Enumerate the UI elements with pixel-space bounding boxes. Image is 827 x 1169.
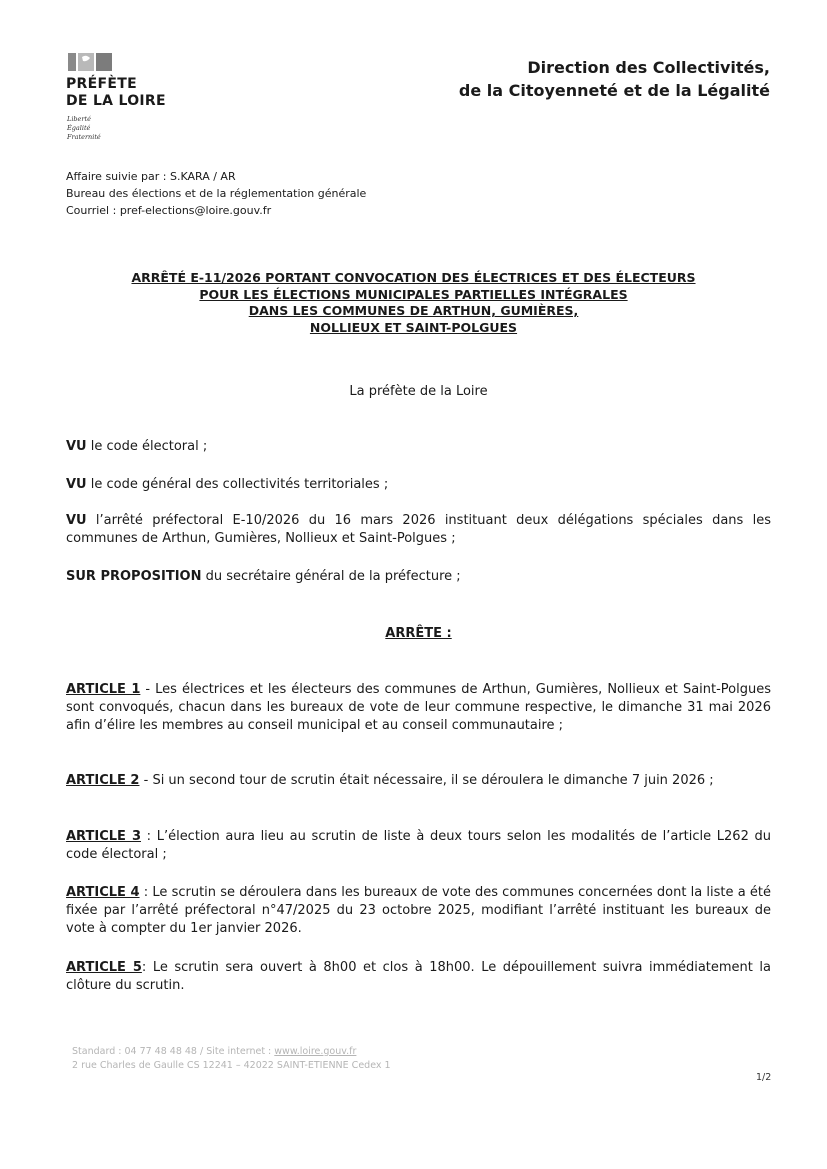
- article-label: ARTICLE 5: [66, 960, 142, 975]
- consideration-lead: VU: [66, 477, 87, 492]
- affaire-line1: Affaire suivie par : S.KARA / AR: [66, 170, 236, 183]
- motto-fraternite: Fraternité: [67, 133, 101, 141]
- title-line3: DANS LES COMMUNES DE ARTHUN, GUMIÈRES,: [248, 303, 579, 318]
- article-separator: -: [139, 773, 153, 788]
- footer-address: 2 rue Charles de Gaulle CS 12241 – 42022 SAINT-ETIENNE Cedex 1: [72, 1060, 391, 1071]
- article-4: [66, 884, 771, 938]
- article-separator: -: [140, 682, 156, 697]
- consideration-text: le code général des collectivités territoriales ;: [86, 477, 389, 492]
- consideration-lead: VU: [66, 513, 87, 528]
- page-number: 1/2: [756, 1072, 772, 1083]
- article-2: [66, 772, 771, 790]
- article-separator: :: [141, 829, 157, 844]
- title-line1: ARRÊTÉ E-11/2026 PORTANT CONVOCATION DES ÉLECTRICES ET DES ÉLECTEURS: [131, 270, 696, 285]
- title-line4: NOLLIEUX ET SAINT-POLGUES: [309, 319, 518, 335]
- article-5: [66, 959, 771, 995]
- consideration-lead: SUR PROPOSITION: [66, 569, 202, 584]
- consideration-4: [66, 568, 771, 586]
- direction-line2: de la Citoyenneté et de la Légalité: [458, 81, 770, 100]
- footer-line1: [72, 1045, 391, 1059]
- article-separator: :: [141, 960, 153, 975]
- title-line2: POUR LES ÉLECTIONS MUNICIPALES PARTIELLES INTÉGRALES: [199, 286, 628, 302]
- article-text: Si un second tour de scrutin était nécessaire, il se déroulera le dimanche 7 juin 2026 ;: [152, 773, 714, 788]
- article-label: ARTICLE 2: [66, 773, 140, 788]
- prefecture-name-line1: PRÉFÈTE: [66, 76, 137, 92]
- affaire-block: [66, 168, 366, 219]
- consideration-2: [66, 476, 771, 494]
- footer-contact: Standard : 04 77 48 48 48 / Site internet :: [72, 1046, 275, 1057]
- marianne-logo-icon: [68, 53, 112, 71]
- page-footer: [72, 1045, 391, 1073]
- republic-motto: [67, 115, 101, 142]
- motto-egalite: Égalité: [67, 124, 91, 132]
- article-3: [66, 828, 771, 864]
- consideration-text: du secrétaire général de la préfecture ;: [201, 569, 461, 584]
- affaire-email: Courriel : pref-elections@loire.gouv.fr: [66, 204, 272, 217]
- consideration-1: [66, 438, 771, 456]
- direction-line1: Direction des Collectivités,: [527, 58, 770, 77]
- document-title: [0, 270, 827, 336]
- motto-liberte: Liberté: [67, 115, 91, 123]
- prefecture-name-line2: DE LA LOIRE: [66, 93, 166, 109]
- affaire-line2: Bureau des élections et de la réglementation générale: [66, 187, 367, 200]
- article-label: ARTICLE 1: [66, 682, 141, 697]
- article-separator: :: [139, 885, 153, 900]
- article-label: ARTICLE 4: [66, 885, 140, 900]
- prefecture-name: [66, 76, 166, 110]
- article-text: L’élection aura lieu au scrutin de liste à deux tours selon les modalités de l’article L262 du code électoral ;: [66, 829, 771, 862]
- article-1: [66, 681, 771, 735]
- consideration-text: l’arrêté préfectoral E-10/2026 du 16 mars 2026 instituant deux délégations spéciales dans les communes de Arthun, Gumières, Nollieux et Saint-Polgues ;: [66, 513, 771, 546]
- consideration-3: [66, 512, 771, 548]
- article-text: Le scrutin se déroulera dans les bureaux de vote des communes concernées dont la liste a été fixée par l’arrêté préfectoral n°47/2025 du 23 octobre 2025, modifiant l’arrêté instituant les bureaux de vote à compter du 1er janvier 2026.: [66, 885, 771, 936]
- consideration-lead: VU: [66, 439, 87, 454]
- issuer: La préfète de la Loire: [349, 384, 488, 399]
- article-label: ARTICLE 3: [66, 829, 141, 844]
- consideration-text: le code électoral ;: [86, 439, 208, 454]
- direction-heading: [459, 56, 770, 102]
- footer-website-link[interactable]: www.loire.gouv.fr: [274, 1046, 357, 1057]
- arrete-heading: [0, 626, 827, 641]
- arrete-heading-text: ARRÊTE :: [385, 626, 452, 641]
- article-text: Le scrutin sera ouvert à 8h00 et clos à 18h00. Le dépouillement suivra immédiatement la clôture du scrutin.: [66, 960, 772, 993]
- article-text: Les électrices et les électeurs des communes de Arthun, Gumières, Nollieux et Saint-Polgues sont convoqués, chacun dans les bureaux de vote de leur commune respective, le dimanche 31 mai 2026 afin d’élire les membres au conseil municipal et au conseil communautaire ;: [66, 682, 771, 733]
